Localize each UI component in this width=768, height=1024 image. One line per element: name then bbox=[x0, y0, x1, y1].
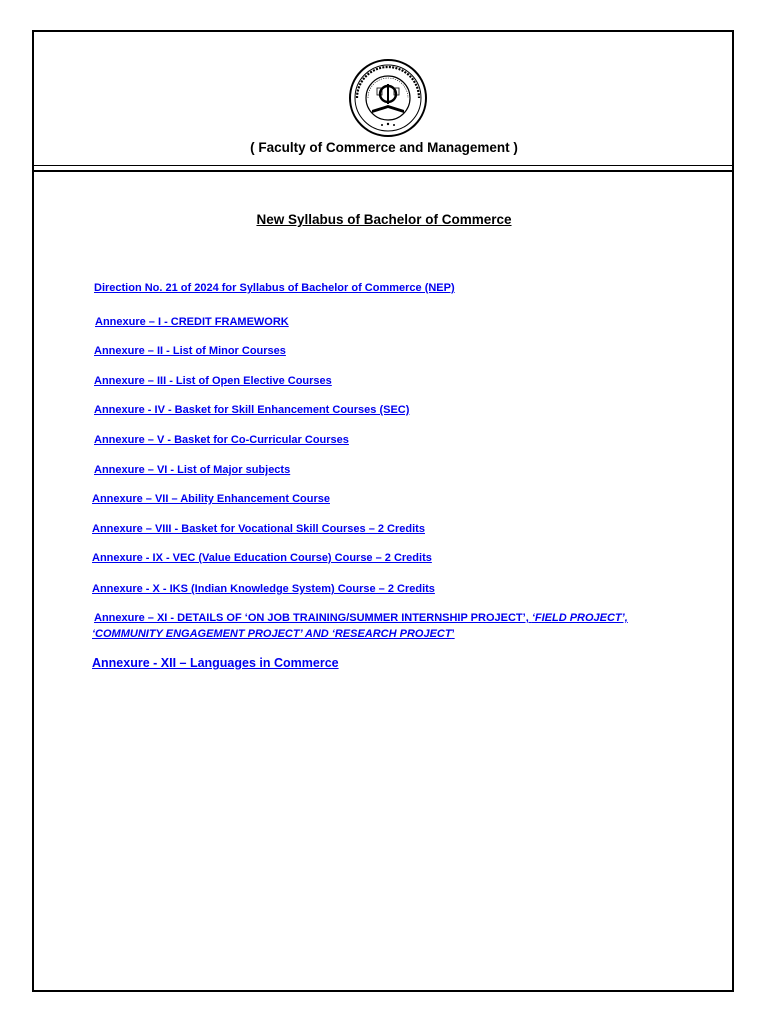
link-annexure-11-part1: Annexure – XI - DETAILS OF ‘ON JOB TRAINING/SUMMER INTERNSHIP PROJECT’, bbox=[94, 612, 532, 624]
link-annexure-11-line2[interactable] bbox=[92, 628, 455, 640]
link-direction-21[interactable]: Direction No. 21 of 2024 for Syllabus of Bachelor of Commerce (NEP) bbox=[94, 282, 455, 294]
page-border bbox=[32, 30, 734, 992]
university-seal-logo bbox=[348, 58, 428, 138]
link-annexure-3[interactable]: Annexure – III - List of Open Elective Courses bbox=[94, 375, 332, 387]
link-annexure-2[interactable]: Annexure – II - List of Minor Courses bbox=[94, 345, 286, 357]
link-annexure-11-part3: ‘COMMUNITY ENGAGEMENT PROJECT’ AND ‘RESEARCH PROJECT bbox=[92, 628, 452, 640]
link-annexure-1[interactable]: Annexure – I - CREDIT FRAMEWORK bbox=[95, 316, 289, 328]
header-divider bbox=[32, 165, 734, 166]
link-annexure-10[interactable]: Annexure - X - IKS (Indian Knowledge System) Course – 2 Credits bbox=[92, 583, 435, 595]
link-annexure-11[interactable] bbox=[94, 612, 628, 624]
link-annexure-5[interactable]: Annexure – V - Basket for Co-Curricular Courses bbox=[94, 434, 349, 446]
link-annexure-11-part4: ’ bbox=[451, 628, 455, 640]
link-annexure-8[interactable]: Annexure – VIII - Basket for Vocational Skill Courses – 2 Credits bbox=[92, 523, 425, 535]
link-annexure-9[interactable]: Annexure - IX - VEC (Value Education Course) Course – 2 Credits bbox=[92, 552, 432, 564]
link-annexure-4[interactable]: Annexure - IV - Basket for Skill Enhancement Courses (SEC) bbox=[94, 404, 410, 416]
header-divider-thick bbox=[32, 170, 734, 172]
link-annexure-11-part2: ‘FIELD PROJECT’, bbox=[531, 612, 628, 624]
link-annexure-12[interactable]: Annexure - XII – Languages in Commerce bbox=[92, 656, 339, 670]
document-title: New Syllabus of Bachelor of Commerce bbox=[256, 212, 512, 227]
faculty-heading: ( Faculty of Commerce and Management ) bbox=[250, 140, 518, 155]
link-annexure-7[interactable]: Annexure – VII – Ability Enhancement Course bbox=[92, 493, 330, 505]
link-annexure-6[interactable]: Annexure – VI - List of Major subjects bbox=[94, 464, 291, 476]
